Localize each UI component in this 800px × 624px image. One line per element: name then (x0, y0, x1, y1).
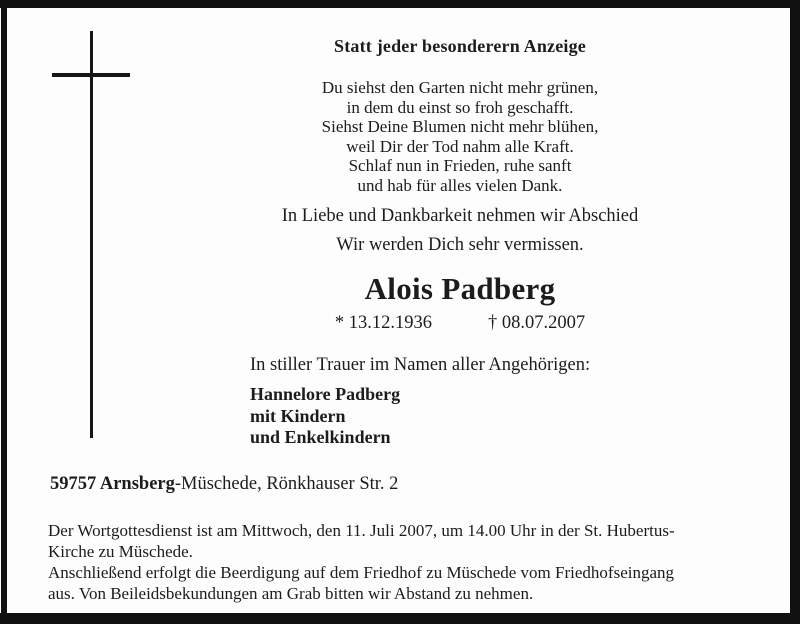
deceased-name: Alois Padberg (364, 271, 556, 306)
service-info-line: Kirche zu Müschede. (48, 542, 193, 561)
poem-line: Du siehst den Garten nicht mehr grünen, (321, 78, 599, 97)
poem-line: in dem du einst so froh geschafft. (346, 97, 574, 117)
mourner-line: Hannelore Padberg (250, 384, 401, 404)
farewell-line-2: Wir werden Dich sehr vermissen. (336, 235, 584, 255)
address-line (50, 474, 398, 495)
frame-border-right (790, 0, 800, 624)
mourner-line: und Enkelkindern (250, 427, 391, 447)
mourning-intro: In stiller Trauer im Namen aller Angehörigen: (250, 355, 591, 375)
frame-border-top (0, 0, 800, 8)
address-city: 59757 Arnsberg (50, 474, 175, 494)
farewell-line-1: In Liebe und Dankbarkeit nehmen wir Abschied (281, 206, 639, 226)
service-info-line: Der Wortgottesdienst ist am Mittwoch, den 11. Juli 2007, um 14.00 Uhr in der St. Hubertus- (48, 521, 675, 540)
death-date: † 08.07.2007 (488, 313, 586, 333)
cross-horizontal-bar (52, 73, 130, 77)
poem-line: weil Dir der Tod nahm alle Kraft. (346, 136, 574, 156)
frame-border-bottom (0, 613, 800, 624)
address-street: -Müschede, Rönkhauser Str. 2 (174, 474, 399, 494)
notice-header: Statt jeder besonderern Anzeige (334, 36, 586, 56)
poem-line: und hab für alles vielen Dank. (357, 175, 563, 195)
birth-date: * 13.12.1936 (334, 313, 432, 333)
memorial-poem (250, 78, 670, 195)
mourner-line: mit Kindern (250, 405, 346, 426)
frame-border-left (1, 0, 7, 624)
mourners-list (250, 384, 670, 449)
life-dates (250, 313, 670, 334)
burial-info-line: Anschließend erfolgt die Beerdigung auf dem Friedhof zu Müschede vom Friedhofseingang (48, 563, 675, 582)
poem-line: Schlaf nun in Frieden, ruhe sanft (348, 156, 572, 175)
poem-line: Siehst Deine Blumen nicht mehr blühen, (321, 117, 599, 136)
funeral-info (48, 520, 772, 604)
cross-vertical-bar (90, 31, 93, 438)
burial-info-line: aus. Von Beileidsbekundungen am Grab bitten wir Abstand zu nehmen. (48, 584, 534, 603)
